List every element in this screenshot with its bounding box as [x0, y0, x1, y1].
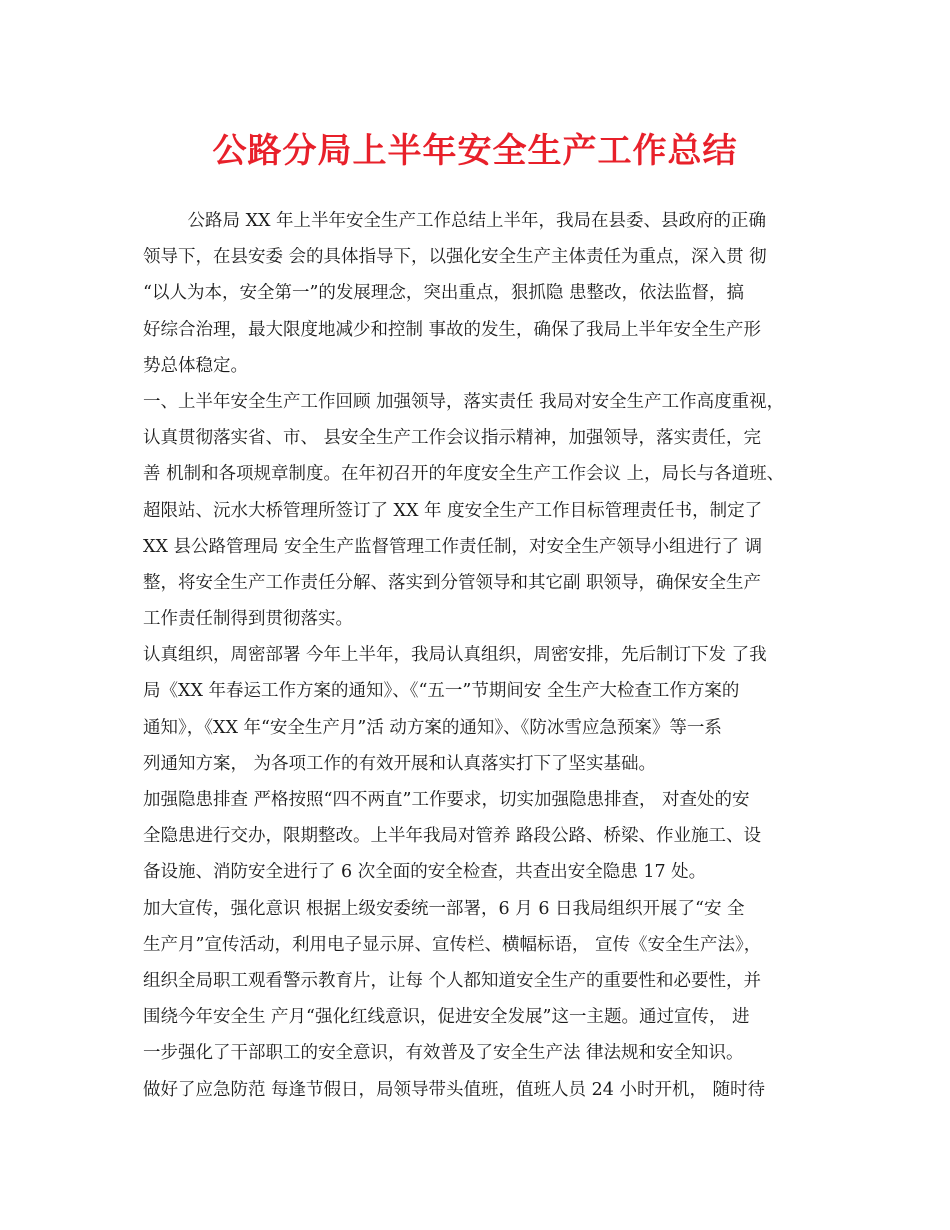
text-line: 超限站、沅水大桥管理所签订了 XX 年 度安全生产工作目标管理责任书，制定了 [143, 500, 763, 521]
text-line: 领导下，在县安委 会的具体指导下，以强化安全生产主体责任为重点，深入贯 彻 [143, 247, 767, 268]
text-line: 围绕今年安全生 产月“强化红线意识，促进安全发展”这一主题。通过宣传， 进 [143, 1007, 750, 1028]
text-line: 列通知方案， 为各项工作的有效开展和认真落实打下了坚实基础。 [143, 753, 657, 774]
document-body [143, 203, 818, 1108]
text-line: 组织全局职工观看警示教育片，让每 个人都知道安全生产的重要性和必要性，并 [143, 970, 762, 991]
document-title: 公路分局上半年安全生产工作总结 [212, 131, 738, 171]
text-line: 好综合治理，最大限度地减少和控制 事故的发生，确保了我局上半年安全生产形 [143, 319, 762, 340]
text-line: 加大宣传，强化意识 根据上级安委统一部署，6 月 6 日我局组织开展了“安 全 [143, 898, 745, 919]
text-line: 公路局 XX 年上半年安全生产工作总结上半年，我局在县委、县政府的正确 [143, 211, 767, 231]
text-line: 工作责任制得到贯彻落实。 [143, 609, 353, 630]
text-line: XX 县公路管理局 安全生产监督管理工作责任制，对安全生产领导小组进行了 调 [143, 536, 763, 557]
text-line: 整，将安全生产工作责任分解、落实到分管领导和其它副 职领导，确保安全生产 [143, 572, 762, 593]
text-line: 一、上半年安全生产工作回顾 加强领导，落实责任 我局对安全生产工作高度重视， [143, 391, 785, 412]
text-line: 善 机制和各项规章制度。在年初召开的年度安全生产工作会议 上，局长与各道班、 [143, 464, 785, 485]
text-line: 生产月”宣传活动，利用电子显示屏、宣传栏、横幅标语， 宣传《安全生产法》， [143, 934, 762, 955]
text-line: 加强隐患排查 严格按照“四不两直”工作要求，切实加强隐患排查， 对查处的安 [143, 790, 750, 810]
text-line: 备设施、消防安全进行了 6 次全面的安全检查，共查出安全隐患 17 处。 [143, 862, 707, 883]
text-line: 做好了应急防范 每逢节假日，局领导带头值班，值班人员 24 小时开机， 随时待 [143, 1079, 766, 1100]
text-line: 认真组织，周密部署 今年上半年，我局认真组织，周密安排，先后制订下发 了我 [143, 645, 767, 666]
text-line: 局《XX 年春运工作方案的通知》、《“五一”节期间安 全生产大检查工作方案的 [143, 681, 740, 702]
text-line: 势总体稳定。 [143, 355, 248, 376]
text-line: 全隐患进行交办，限期整改。上半年我局对管养 路段公路、桥梁、作业施工、设 [143, 826, 762, 847]
text-line: “以人为本，安全第一”的发展理念，突出重点，狠抓隐 患整改，依法监督，搞 [143, 283, 744, 304]
text-line: 一步强化了干部职工的安全意识，有效普及了安全生产法 律法规和安全知识。 [143, 1043, 744, 1064]
text-line: 认真贯彻落实省、市、 县安全生产工作会议指示精神，加强领导，落实责任，完 [143, 428, 762, 449]
text-line: 通知》，《XX 年“安全生产月”活 动方案的通知》、《防冰雪应急预案》等一系 [143, 717, 722, 738]
